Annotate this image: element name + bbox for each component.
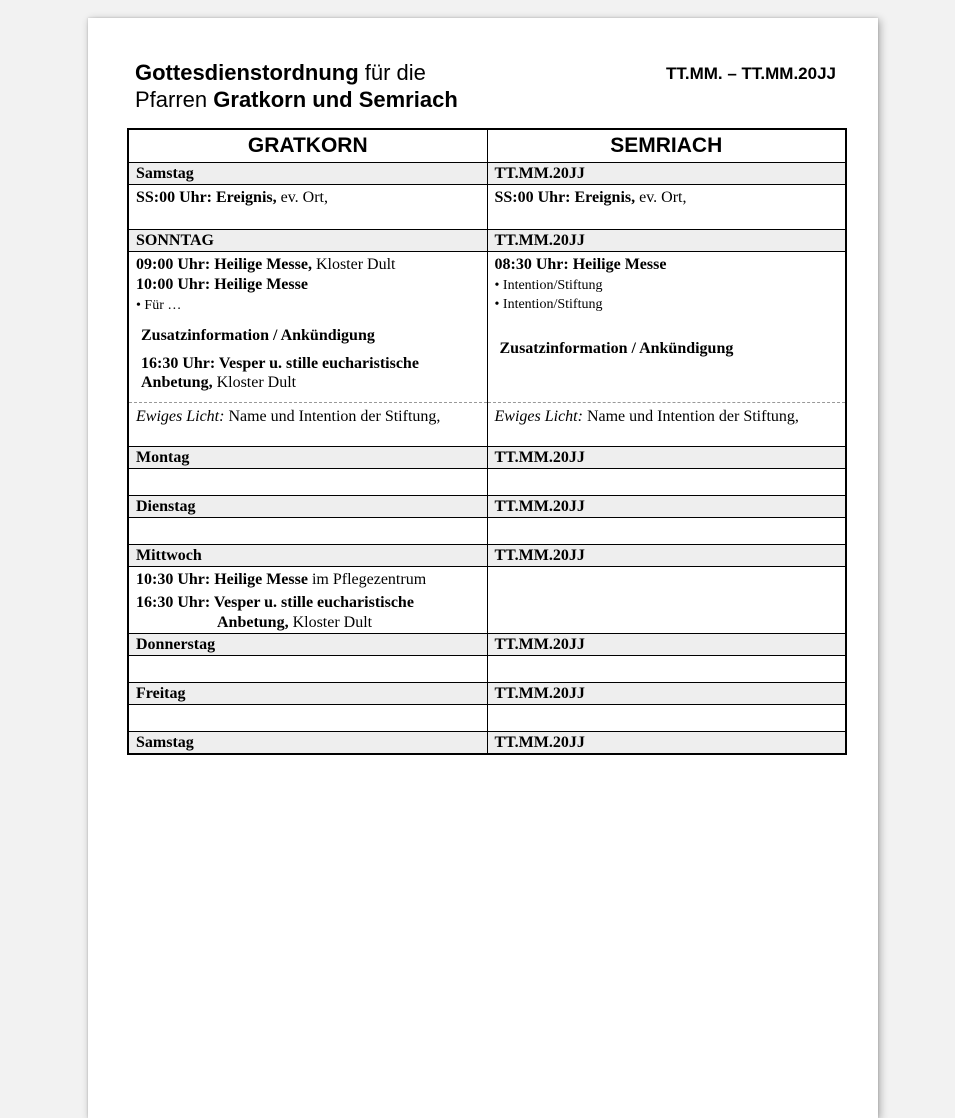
day-row-sunday — [128, 229, 846, 251]
column-header-gratkorn: GRATKORN — [128, 129, 487, 162]
page-title — [135, 59, 458, 113]
event-detail: im Pflegezentrum — [307, 570, 427, 588]
gratkorn-sunday-events — [128, 251, 487, 402]
event-time: 16:30 Uhr: Vesper u. stille eucharistische Anbetung, — [141, 354, 419, 391]
event-detail: Kloster Dult — [311, 255, 396, 273]
day-date: TT.MM.20JJ — [487, 162, 846, 184]
intention-bullet: • Intention/Stiftung — [494, 296, 603, 312]
day-date: TT.MM.20JJ — [487, 495, 846, 517]
day-date: TT.MM.20JJ — [487, 229, 846, 251]
event-time: 09:00 Uhr: Heilige Messe, — [136, 255, 312, 273]
day-label: Montag — [128, 446, 487, 468]
additional-info: Zusatzinformation / Ankündigung — [141, 326, 375, 344]
day-label: Samstag — [128, 731, 487, 754]
event-time: SS:00 Uhr: Ereignis, — [494, 188, 636, 206]
title-prefix-2: Pfarren — [135, 87, 214, 112]
event-detail: Kloster Dult — [288, 613, 373, 631]
event-line — [136, 275, 481, 295]
event-line — [136, 570, 481, 590]
empty-cell — [128, 517, 487, 544]
semriach-sunday-events — [487, 251, 846, 402]
gratkorn-ewiges-licht — [128, 402, 487, 446]
day-date: TT.MM.20JJ — [487, 731, 846, 754]
event-line — [136, 188, 481, 208]
event-time: SS:00 Uhr: Ereignis, — [136, 188, 277, 206]
intention-bullet: • Intention/Stiftung — [494, 277, 603, 293]
event-detail: Kloster Dult — [212, 373, 297, 391]
document-page — [88, 18, 878, 1118]
sunday-events-row — [128, 251, 846, 402]
day-row-wednesday — [128, 544, 846, 566]
day-date: TT.MM.20JJ — [487, 633, 846, 655]
event-line — [495, 255, 840, 275]
semriach-wednesday-events — [487, 566, 846, 633]
event-line — [136, 255, 481, 275]
event-time: 08:30 Uhr: Heilige Messe — [494, 255, 667, 273]
empty-row — [128, 704, 846, 731]
intention-bullet: • Für … — [136, 297, 182, 313]
day-row-friday — [128, 682, 846, 704]
empty-cell — [128, 655, 487, 682]
ewiges-licht-label: Ewiges Licht: — [494, 407, 583, 425]
event-line — [136, 613, 481, 632]
empty-cell — [487, 517, 846, 544]
title-line-2 — [135, 86, 458, 113]
title-line-1 — [135, 59, 458, 86]
day-date: TT.MM.20JJ — [487, 682, 846, 704]
day-date: TT.MM.20JJ — [487, 544, 846, 566]
day-row-thursday — [128, 633, 846, 655]
day-label: Freitag — [128, 682, 487, 704]
document-header — [135, 59, 836, 113]
title-bold-2: Gratkorn und Semriach — [213, 87, 458, 112]
event-detail: ev. Ort, — [635, 188, 687, 206]
day-label: Donnerstag — [128, 633, 487, 655]
event-time: Anbetung, — [217, 613, 289, 631]
saturday-events-row — [128, 184, 846, 229]
event-detail: ev. Ort, — [276, 188, 328, 206]
column-header-row — [128, 129, 846, 162]
wednesday-events-row — [128, 566, 846, 633]
day-label: Samstag — [128, 162, 487, 184]
column-header-semriach: SEMRIACH — [487, 129, 846, 162]
day-row-tuesday — [128, 495, 846, 517]
empty-cell — [128, 704, 487, 731]
day-label: SONNTAG — [128, 229, 487, 251]
day-label: Mittwoch — [128, 544, 487, 566]
day-row-saturday-bottom — [128, 731, 846, 754]
title-bold-1: Gottesdienstordnung — [135, 60, 359, 85]
event-line — [136, 593, 481, 613]
semriach-ewiges-licht — [487, 402, 846, 446]
empty-cell — [487, 655, 846, 682]
gratkorn-saturday-events — [128, 184, 487, 229]
semriach-saturday-events — [487, 184, 846, 229]
ewiges-licht-text: Name und Intention der Stiftung, — [224, 407, 441, 425]
empty-row — [128, 655, 846, 682]
ewiges-licht-row — [128, 402, 846, 446]
event-time: 16:30 Uhr: Vesper u. stille eucharistische — [136, 593, 414, 611]
empty-row — [128, 468, 846, 495]
ewiges-licht-text: Name und Intention der Stiftung, — [582, 407, 799, 425]
gratkorn-wednesday-events — [128, 566, 487, 633]
title-rest-1: für die — [358, 60, 426, 85]
additional-info: Zusatzinformation / Ankündigung — [499, 339, 734, 357]
day-date: TT.MM.20JJ — [487, 446, 846, 468]
event-time: 10:30 Uhr: Heilige Messe — [136, 570, 308, 588]
empty-cell — [487, 704, 846, 731]
empty-cell — [128, 468, 487, 495]
day-row-saturday-top — [128, 162, 846, 184]
empty-row — [128, 517, 846, 544]
day-label: Dienstag — [128, 495, 487, 517]
event-line — [136, 354, 458, 392]
event-line — [495, 188, 840, 208]
schedule-table — [127, 128, 847, 755]
empty-cell — [487, 468, 846, 495]
ewiges-licht-label: Ewiges Licht: — [136, 407, 225, 425]
date-range: TT.MM. – TT.MM.20JJ — [665, 64, 836, 83]
day-row-monday — [128, 446, 846, 468]
event-time: 10:00 Uhr: Heilige Messe — [136, 275, 308, 293]
